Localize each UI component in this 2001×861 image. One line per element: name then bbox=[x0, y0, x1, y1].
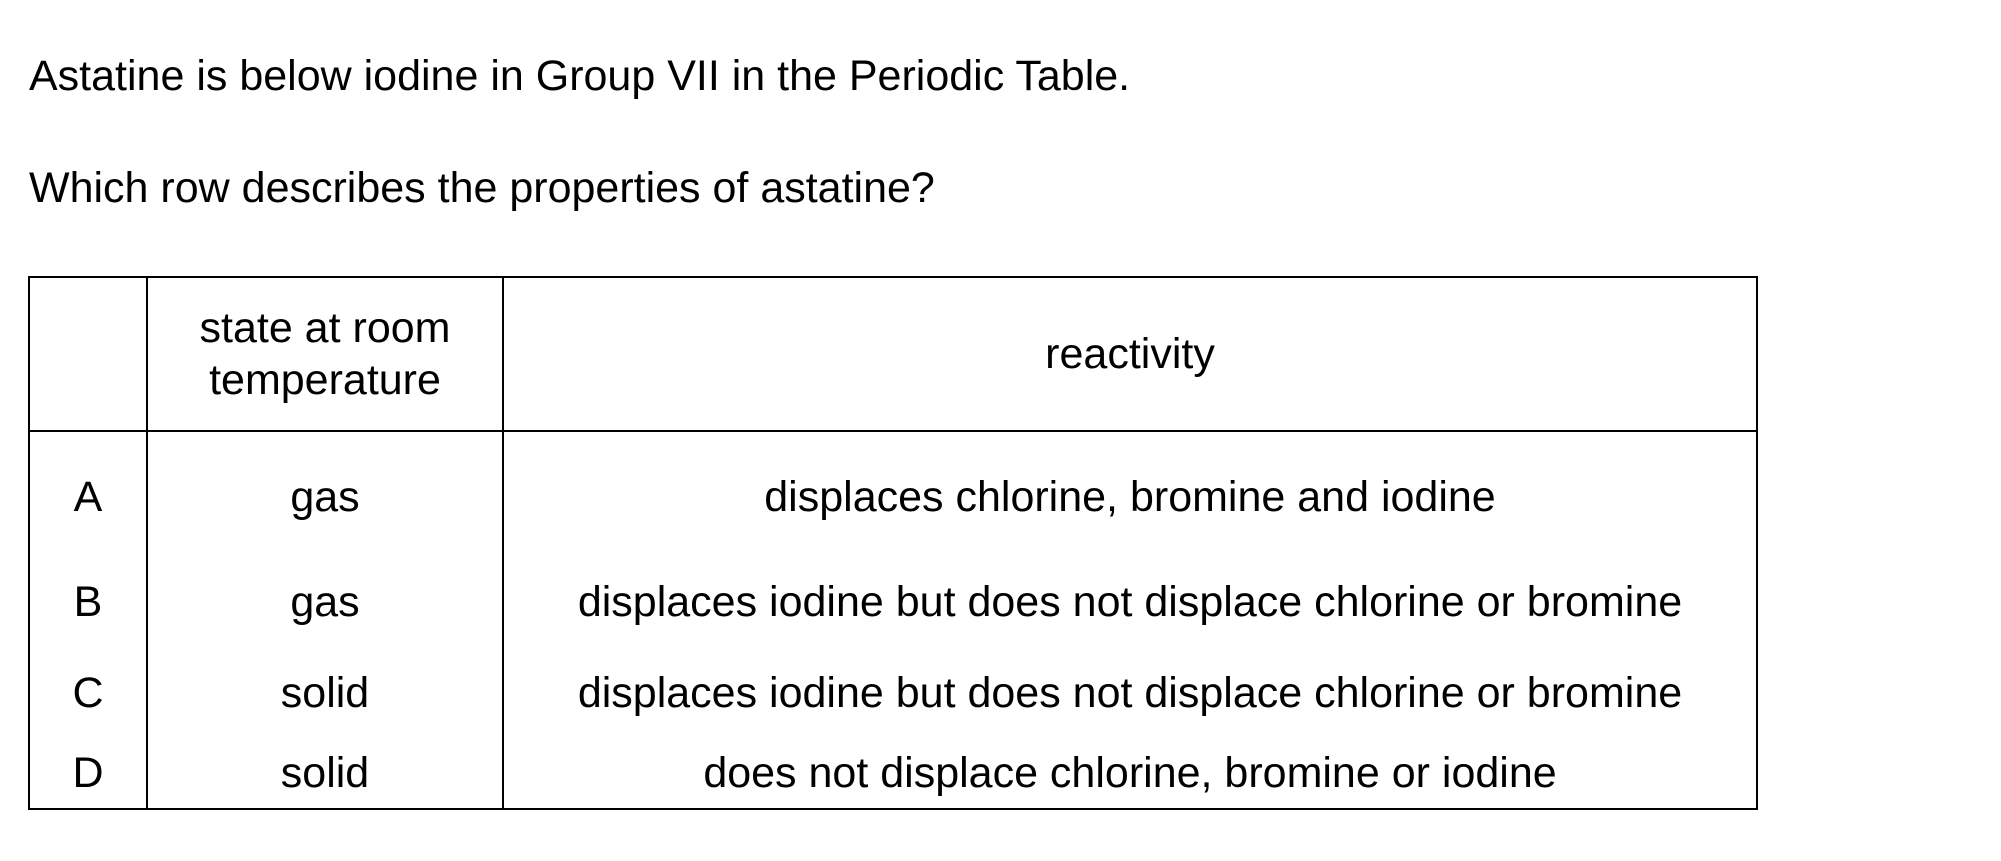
table-header bbox=[29, 277, 1757, 431]
header-state bbox=[147, 277, 503, 431]
header-row bbox=[29, 277, 1757, 431]
table-row bbox=[29, 647, 1757, 738]
row-key: A bbox=[29, 431, 147, 556]
row-key: C bbox=[29, 647, 147, 738]
row-key: D bbox=[29, 738, 147, 809]
row-reactivity: displaces iodine but does not displace chlorine or bromine bbox=[577, 668, 1683, 717]
question-prompt: Which row describes the properties of astatine? bbox=[29, 164, 935, 212]
row-state: solid bbox=[147, 647, 503, 738]
row-reactivity: does not displace chlorine, bromine or iodine bbox=[703, 749, 1557, 797]
row-key: B bbox=[29, 556, 147, 647]
header-key bbox=[29, 277, 147, 431]
header-reactivity: reactivity bbox=[503, 277, 1757, 431]
header-state-label: state at room temperature bbox=[199, 304, 451, 404]
question-intro: Astatine is below iodine in Group VII in the Periodic Table. bbox=[29, 52, 1131, 100]
row-state: gas bbox=[147, 431, 503, 556]
table-row bbox=[29, 556, 1757, 647]
table-row bbox=[29, 738, 1757, 809]
row-state: solid bbox=[147, 738, 503, 809]
row-state: gas bbox=[147, 556, 503, 647]
table-row bbox=[29, 431, 1757, 556]
table-body bbox=[29, 431, 1757, 809]
row-reactivity: displaces iodine but does not displace chlorine or bromine bbox=[577, 577, 1683, 626]
row-reactivity: displaces chlorine, bromine and iodine bbox=[764, 473, 1496, 521]
options-table bbox=[28, 276, 1758, 810]
